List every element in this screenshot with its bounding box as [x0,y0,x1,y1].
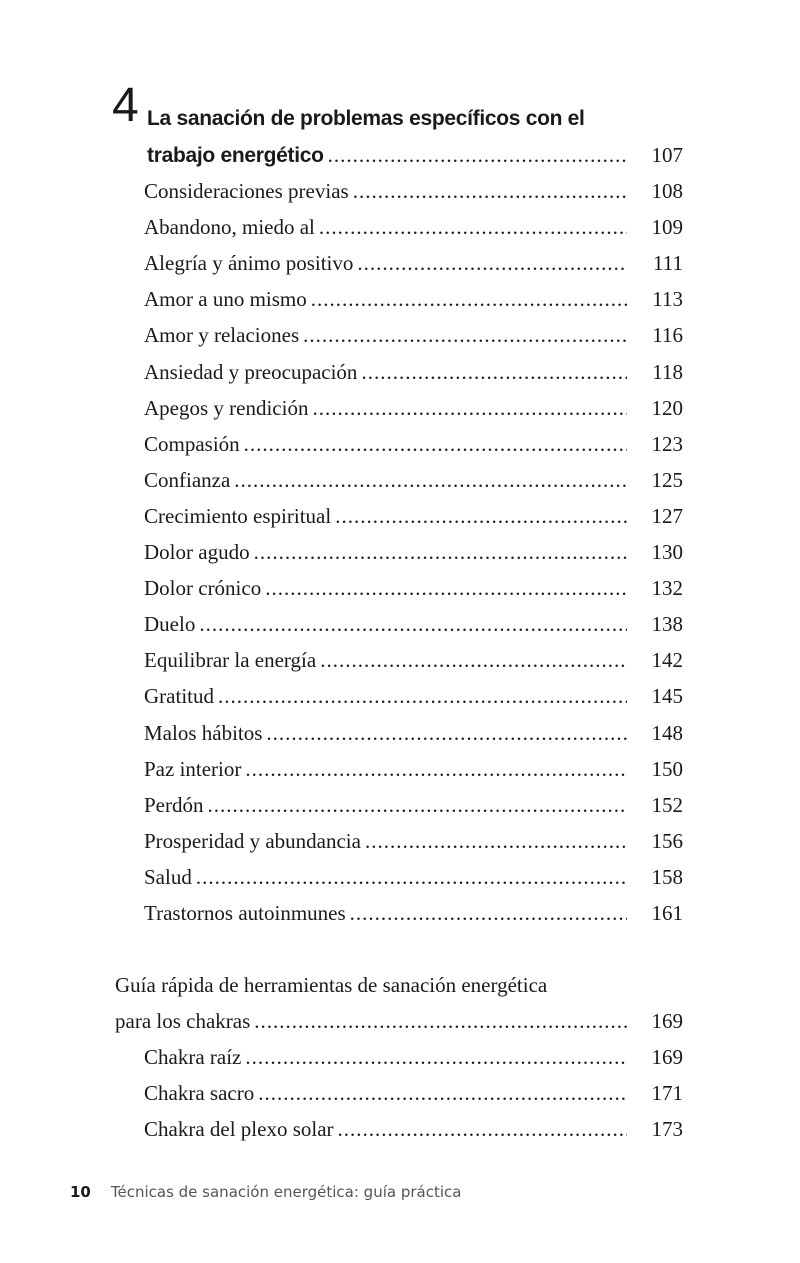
page-number: 125 [651,467,683,492]
toc-entry-label: Amor a uno mismo [144,287,307,312]
toc-entry[interactable] [144,281,683,317]
chapter-title-line2: trabajo energético [147,144,324,167]
dot-leader [218,678,627,714]
chapter-title-row[interactable] [147,137,683,173]
toc-entry-label: Consideraciones previas [144,179,349,203]
page-number: 169 [651,1009,683,1033]
toc-entry[interactable] [144,570,683,606]
toc-entry[interactable] [144,534,683,570]
page-number: 116 [652,323,683,348]
toc-entry[interactable] [144,209,683,245]
page-number: 132 [651,576,683,601]
toc-entry-label: Paz interior [144,756,242,781]
toc-entry[interactable] [144,354,683,390]
dot-leader [254,1003,627,1039]
page-number: 171 [651,1081,683,1106]
dot-leader [266,715,627,751]
dot-leader [320,642,627,678]
toc-entry[interactable] [144,715,683,751]
toc-entry-label: Ansiedad y preocupación [144,359,358,384]
page-footer [70,1181,461,1203]
page-number: 173 [651,1117,683,1142]
page-number: 161 [651,901,683,925]
page-number: 142 [651,648,683,673]
page-number: 108 [651,179,683,203]
dot-leader [244,426,627,462]
folio-number: 10 [70,1183,91,1201]
chapter-title-line1: La sanación de problemas específicos con el [147,107,585,130]
page-number: 113 [652,287,683,312]
page-number: 123 [651,431,683,456]
toc-entry-label: Perdón [144,792,204,817]
toc-entry-label: Duelo [144,612,196,637]
toc-entry[interactable] [144,751,683,787]
running-title: Técnicas de sanación energética: guía práctica [110,1183,462,1201]
page-number: 150 [651,756,683,781]
toc-entry-label: Compasión [144,431,240,456]
toc-entry[interactable] [144,642,683,678]
toc-entry-label: Malos hábitos [144,720,263,745]
guide-title-line2: para los chakras [115,1009,251,1033]
toc-entry-label: Salud [144,864,192,889]
dot-leader [199,606,627,642]
page-number: 130 [651,540,683,564]
toc-entry-label: Trastornos autoinmunes [144,901,346,925]
toc-entry-label: Alegría y ánimo positivo [144,251,354,276]
dot-leader [303,317,627,353]
toc-entry-label: Apegos y rendición [144,395,309,420]
dot-leader [335,498,627,534]
dot-leader [319,209,627,245]
page-number: 138 [651,612,683,637]
toc-entry[interactable] [144,462,683,498]
dot-leader [365,823,627,859]
toc-entry[interactable] [144,498,683,534]
dot-leader [234,462,627,498]
page-number: 127 [651,503,683,528]
dot-leader [328,137,627,173]
dot-leader [208,787,628,823]
toc-entry-label: Dolor crónico [144,576,262,601]
toc-entry[interactable] [144,173,683,209]
page-number: 152 [651,792,683,817]
dot-leader [265,570,627,606]
toc-entry-label: Crecimiento espiritual [144,503,332,528]
guide-title-row[interactable] [115,1003,683,1039]
toc-entry-label: Dolor agudo [144,540,250,564]
page-number: 111 [653,251,683,276]
toc-entry-label: Chakra del plexo solar [144,1117,334,1142]
dot-leader [357,245,627,281]
toc-entry[interactable] [144,426,683,462]
page-number: 169 [651,1045,683,1069]
page-number: 118 [652,359,683,384]
chapter-number: 4 [112,79,139,132]
page-number: 156 [651,828,683,853]
toc-entry-label: Confianza [144,467,231,492]
dot-leader [338,1111,627,1147]
toc-entry[interactable] [144,859,683,895]
dot-leader [254,534,627,570]
page-number: 107 [651,143,683,167]
page-number: 145 [651,684,683,709]
toc-entry[interactable] [144,823,683,859]
page-number: 120 [651,395,683,420]
dot-leader [312,390,627,426]
toc-entry[interactable] [144,1039,683,1075]
toc-entry[interactable] [144,895,683,931]
dot-leader [245,751,627,787]
toc-entry[interactable] [144,245,683,281]
dot-leader [361,354,627,390]
toc-entry-label: Prosperidad y abundancia [144,828,361,853]
dot-leader [353,173,627,209]
page-number: 148 [651,720,683,745]
dot-leader [245,1039,627,1075]
toc-entry[interactable] [144,317,683,353]
toc-entry-label: Amor y relaciones [144,323,300,348]
dot-leader [350,895,627,931]
toc-entry[interactable] [144,606,683,642]
toc-entry-label: Gratitud [144,684,214,709]
guide-title-line1: Guía rápida de herramientas de sanación energética [115,973,548,997]
toc-entry[interactable] [144,1111,683,1147]
toc-entry[interactable] [144,787,683,823]
dot-leader [311,281,627,317]
toc-entry-label: Chakra raíz [144,1045,242,1069]
toc-entry-label: Equilibrar la energía [144,648,317,673]
toc-entry[interactable] [144,1075,683,1111]
toc-entry[interactable] [144,678,683,714]
page-number: 109 [651,215,683,240]
toc-entry[interactable] [144,390,683,426]
toc-entry-label: Abandono, miedo al [144,215,315,240]
dot-leader [196,859,627,895]
page-number: 158 [651,864,683,889]
toc-entry-label: Chakra sacro [144,1081,255,1106]
dot-leader [258,1075,627,1111]
